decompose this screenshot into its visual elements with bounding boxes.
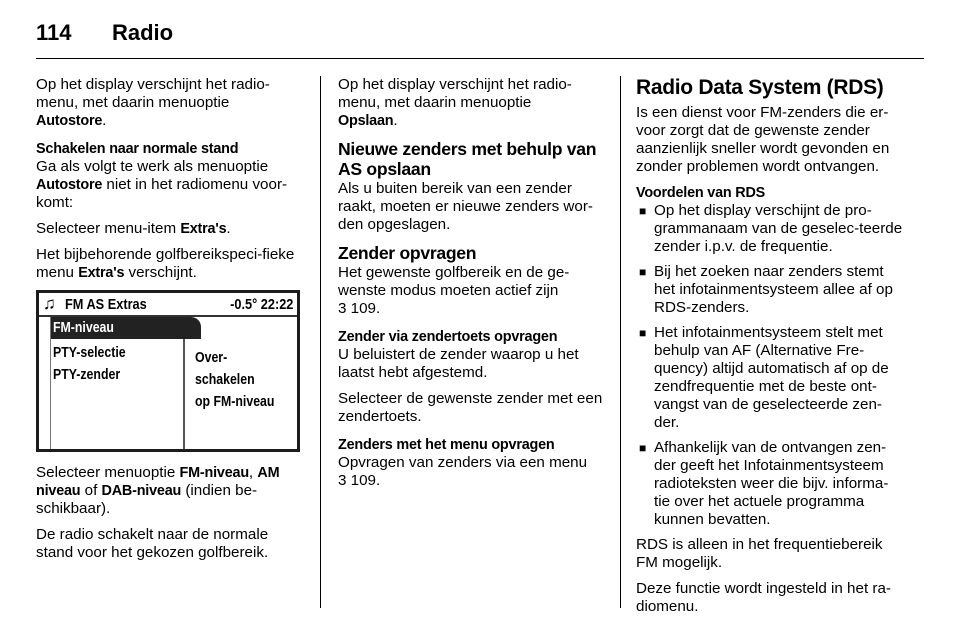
paragraph: Zender opvragen Het gewenste golfbereik en de ge-wenste modus moeten actief zijn 3 109. xyxy=(338,243,570,317)
paragraph: Het bijbehorende golfbereikspeci-fieke menu Extra's verschijnt. xyxy=(36,246,295,281)
display-menu-list xyxy=(39,317,185,449)
heading-recall-station: Zender opvragen xyxy=(338,243,477,263)
radio-display-screenshot xyxy=(36,290,300,452)
column-3 xyxy=(636,76,904,624)
running-title: Radio xyxy=(112,20,174,45)
paragraph: Zender via zendertoets opvragen U beluistert de zender waarop u het laatst hebt afgestemd. xyxy=(338,329,579,381)
header-rule xyxy=(36,58,924,59)
paragraph: Selecteer menu-item Extra's. xyxy=(36,220,231,237)
subheading-station-key: Zender via zendertoets opvragen xyxy=(338,329,558,345)
list-item: ■ Afhankelijk van de ontvangen zen-der geeft het Infotainmentsysteem radioteksten weer die bijv. informa-tie over het actuele programma kunnen bevatten. xyxy=(636,439,904,529)
display-detail-line: Over- xyxy=(195,350,228,366)
subheading-normal-mode: Schakelen naar normale stand xyxy=(36,141,239,157)
display-status: -0.5° 22:22 xyxy=(229,296,293,313)
paragraph: Is een dienst voor FM-zenders die er-voor zorgt dat de gewenste zender aanzienlijk sneller wordt gevonden en zonder problemen wordt ontvangen. xyxy=(636,104,890,175)
music-note-icon: ♫ xyxy=(43,294,56,313)
paragraph: De radio schakelt naar de normale stand voor het gekozen golfbereik. xyxy=(36,526,269,561)
paragraph: RDS is alleen in het frequentiebereik FM mogelijk. xyxy=(636,536,883,571)
page-header xyxy=(36,20,926,60)
paragraph: Deze functie wordt ingesteld in het ra-diomenu. xyxy=(636,580,891,615)
heading-new-stations: Nieuwe zenders met behulp van AS opslaan xyxy=(338,139,597,179)
paragraph: Schakelen naar normale stand Ga als volgt te werk als menuoptie Autostore niet in het radiomenu voor-komt: xyxy=(36,141,288,211)
paragraph: Selecteer menuoptie FM-niveau, AM niveau of DAB-niveau (indien be-schikbaar). xyxy=(36,464,280,517)
list-item: ■ Het infotainmentsysteem stelt met behulp van AF (Alternative Fre-quency) altijd automatisch af op de zendfrequentie met de beste ont-vangst van de geselecteerde zen-der. xyxy=(636,324,904,432)
display-menu-item-selected: FM-niveau xyxy=(51,317,201,339)
paragraph: Zenders met het menu opvragen Opvragen van zenders via een menu 3 109. xyxy=(338,437,588,489)
list-item: ■ Op het display verschijnt de pro-grammanaam van de geselec-teerde zender i.p.v. de frequentie. xyxy=(636,202,904,256)
paragraph: Op het display verschijnt het radio-menu, met daarin menuoptie Autostore. xyxy=(36,76,270,129)
display-title: FM AS Extras xyxy=(65,296,147,313)
page-number: 114 xyxy=(36,20,72,45)
display-menu-item: PTY-zender xyxy=(53,367,121,383)
paragraph: Op het display verschijnt het radio-menu, met daarin menuoptie Opslaan. xyxy=(338,76,572,129)
paragraph: Nieuwe zenders met behulp van AS opslaan Als u buiten bereik van een zender raakt, moeten er nieuwe zenders wor-den opgeslagen. xyxy=(338,139,597,233)
heading-rds: Radio Data System (RDS) xyxy=(636,76,884,99)
column-1 xyxy=(36,76,308,570)
column-divider xyxy=(620,76,621,608)
paragraph: Selecteer de gewenste zender met een zendertoets. xyxy=(338,390,603,425)
display-detail-line: op FM-niveau xyxy=(195,394,275,410)
display-detail-line: schakelen xyxy=(195,372,255,388)
page-reference: 3 109. xyxy=(338,300,381,317)
display-menu-item: PTY-selectie xyxy=(53,345,126,361)
column-2 xyxy=(338,76,608,498)
subheading-menu-recall: Zenders met het menu opvragen xyxy=(338,437,555,453)
column-divider xyxy=(320,76,321,608)
display-title-bar xyxy=(39,293,297,317)
page-reference: 3 109. xyxy=(338,472,381,489)
subheading-rds-advantages: Voordelen van RDS xyxy=(636,185,766,201)
advantages-list xyxy=(636,202,904,529)
list-item: ■ Bij het zoeken naar zenders stemt het infotainmentsysteem allee af op RDS-zenders. xyxy=(636,263,904,317)
